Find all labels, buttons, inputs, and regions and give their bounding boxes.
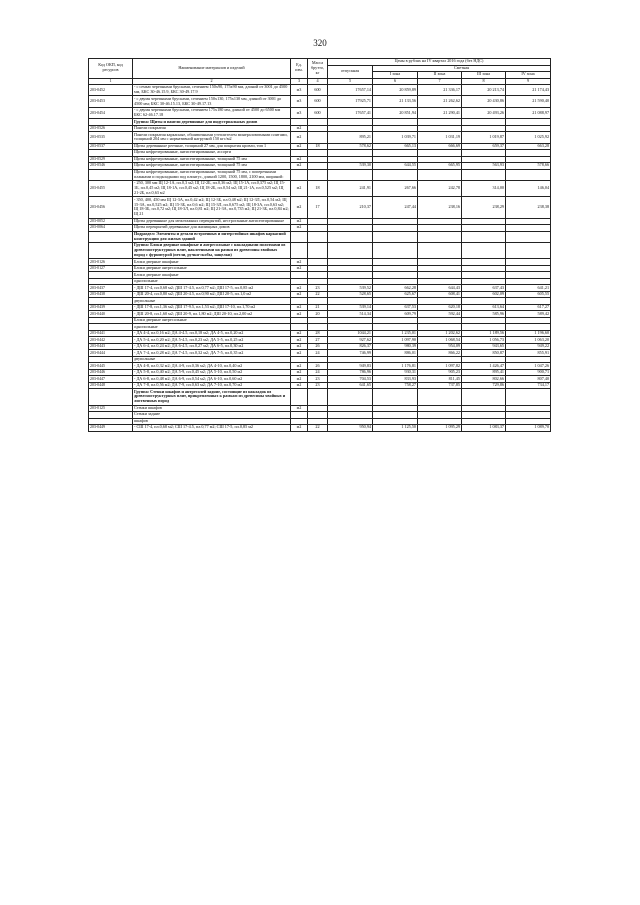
table-cell-name: - ДШ 17-4, пл.0,68 м2; ДШ 17-4.5, пл.0,77 м2; ДШ 17-5, пл.0,85 м2 bbox=[133, 285, 291, 292]
table-cell-unit: м2 bbox=[291, 369, 308, 376]
table-cell-mass: 24 bbox=[308, 369, 328, 376]
table-cell-zone-3-price: 585,96 bbox=[462, 311, 506, 318]
header-zone-2: II зона bbox=[418, 72, 462, 79]
column-number: 4 bbox=[308, 78, 328, 85]
table-cell-zone-1-price: 625,67 bbox=[373, 291, 418, 298]
table-cell-name: - с семью черепными брусками, сечением 150х90, 175х90 мм, длиной от 3001 до 4500 мм, БКС 30-46.15.9, БКС 30-49.17.9 bbox=[133, 85, 291, 96]
table-cell-code: 203-0454 bbox=[89, 107, 133, 118]
table-cell-zone-1-price bbox=[373, 169, 418, 180]
table-cell-mass: 28 bbox=[308, 330, 328, 337]
table-cell-unit: м2 bbox=[291, 143, 308, 150]
table-cell-mass: 26 bbox=[308, 343, 328, 350]
table-cell-mass bbox=[308, 132, 328, 143]
table-cell-zone-4-price: 146,04 bbox=[506, 181, 551, 197]
table-cell-name: двупольные bbox=[133, 356, 291, 363]
table-cell-zone-1-price: 980,39 bbox=[373, 343, 418, 350]
table-cell-unit: м2 bbox=[291, 363, 308, 370]
table-row bbox=[89, 197, 551, 218]
table-cell-zone-1-price: 665,13 bbox=[373, 143, 418, 150]
table-cell-code: 203-0529 bbox=[89, 156, 133, 163]
table-cell-mass bbox=[308, 242, 328, 258]
table-cell-code: 203-0442 bbox=[89, 337, 133, 344]
table-cell-zone-2-price: 21 336,17 bbox=[418, 85, 462, 96]
table-cell-release-price bbox=[328, 389, 373, 405]
header-code: Код ОКП, код ресурсов bbox=[89, 59, 133, 79]
table-cell-zone-1-price bbox=[373, 242, 418, 258]
table-cell-zone-4-price: 1 025,92 bbox=[506, 132, 551, 143]
table-cell-unit: м2 bbox=[291, 156, 308, 163]
table-cell-unit: м2 bbox=[291, 125, 308, 132]
table-cell-name: шкафов bbox=[133, 418, 291, 425]
table-cell-release-price: 539,52 bbox=[328, 285, 373, 292]
table-cell-zone-2-price: 21 262,62 bbox=[418, 96, 462, 107]
table-cell-zone-2-price: 737,85 bbox=[418, 382, 462, 389]
column-number: 3 bbox=[291, 78, 308, 85]
table-cell-name: Щиты нефрезерованные, антисептированные, толщиной 75 мм bbox=[133, 163, 291, 170]
table-cell-unit: м2 bbox=[291, 343, 308, 350]
header-mass: Масса брутто, кг bbox=[308, 59, 328, 79]
table-cell-name: Щиты деревянные реечные, толщиной 27 мм, для покрытия кровли, тип 1 bbox=[133, 143, 291, 150]
page-number: 320 bbox=[313, 38, 327, 48]
column-number: 5 bbox=[328, 78, 373, 85]
table-cell-code: 203-0535 bbox=[89, 132, 133, 143]
table-cell-name: - ДШ 20-4, пл.0,80 м2; ДШ 20-4.5, пл.0,90 м2; ДШ 20-5, пл.1,0 м2 bbox=[133, 291, 291, 298]
table-cell-name: - ДШ 17-8, пл.1,36 м2; ДШ 17-9.5, пл.1,53 м2; ДШ 17-10, пл.1,70 м2 bbox=[133, 304, 291, 311]
table-cell-name: - ДА 6-4, пл.0,24 м2; ДА 6-4.5, пл.0,27 м2; ДА 6-5, пл.0,30 м2 bbox=[133, 343, 291, 350]
table-cell-zone-1-price: 644,55 bbox=[373, 163, 418, 170]
table-cell-unit: м2 bbox=[291, 376, 308, 383]
table-cell-zone-1-price: 267,66 bbox=[373, 181, 418, 197]
table-cell-release-price: 539,30 bbox=[328, 163, 373, 170]
table-cell-zone-4-price: 605,55 bbox=[506, 291, 551, 298]
table-cell-zone-2-price: 666,69 bbox=[418, 143, 462, 150]
table-cell-release-price: 949,83 bbox=[328, 363, 373, 370]
table-cell-unit bbox=[291, 389, 308, 405]
table-cell-zone-3-price: 802,66 bbox=[462, 376, 506, 383]
table-row bbox=[89, 107, 551, 118]
table-cell-code: 203-0439 bbox=[89, 304, 133, 311]
table-cell-zone-1-price: 609,79 bbox=[373, 311, 418, 318]
table-cell-zone-4-price: 238,38 bbox=[506, 197, 551, 218]
table-cell-code: 203-0445 bbox=[89, 363, 133, 370]
table-cell-mass: 17 bbox=[308, 197, 328, 218]
table-cell-zone-4-price: 900,71 bbox=[506, 369, 551, 376]
table-cell-zone-4-price: 21 174,43 bbox=[506, 85, 551, 96]
table-cell-zone-2-price: 866,22 bbox=[418, 350, 462, 357]
table-cell-code bbox=[89, 389, 133, 405]
table-cell-unit: м2 bbox=[291, 259, 308, 266]
table-cell-name: - ДА 4-8, пл.0,32 м2; ДА 4-9, пл.0,36 м2; ДА 4-10, пл.0,40 м2 bbox=[133, 363, 291, 370]
table-cell-zone-2-price bbox=[418, 389, 462, 405]
table-cell-code: 203-0546 bbox=[89, 163, 133, 170]
table-cell-zone-1-price: 247,44 bbox=[373, 197, 418, 218]
table-cell-zone-3-price: 1 056,73 bbox=[462, 337, 506, 344]
table-cell-zone-4-price: 734,17 bbox=[506, 382, 551, 389]
table-cell-unit bbox=[291, 242, 308, 258]
table-cell-code: 203-0443 bbox=[89, 343, 133, 350]
table-cell-mass: 23 bbox=[308, 376, 328, 383]
table-cell-name: Группа: Стенки шкафов и антресолей задние, состоящие из накладок из древесноструктурных плит, прикрепленных к рамкам из древесины хвойных и лиственных пород bbox=[133, 389, 291, 405]
table-cell-name: Подраздел: Элементы и детали встроенных и интерстойных шкафов каркасной конструкции для жилых зданий bbox=[133, 231, 291, 242]
table-row bbox=[89, 169, 551, 180]
table-cell-name: - СШ 17-4, пл.0,68 м2; СШ 17-4.5, пл.0,77 м2; СШ 17-5, пл.0,85 м2 bbox=[133, 425, 291, 432]
table-cell-name: Щиты деревянные для межэтажных перекрытий, нестроганные антисептированные bbox=[133, 218, 291, 225]
table-cell-code: 203-0064 bbox=[89, 225, 133, 232]
header-zone-1: I зона bbox=[373, 72, 418, 79]
table-cell-mass: 23 bbox=[308, 285, 328, 292]
header-unit: Ед. изм. bbox=[291, 59, 308, 79]
table-cell-release-price: 539,14 bbox=[328, 304, 373, 311]
table-row bbox=[89, 181, 551, 197]
table-cell-unit: м2 bbox=[291, 304, 308, 311]
table-cell-unit: м2 bbox=[291, 285, 308, 292]
table-cell-zone-1-price: 662,28 bbox=[373, 285, 418, 292]
table-cell-name: Щиты нефрезерованные, антисептированные, толщиной 75 мм bbox=[133, 156, 291, 163]
table-cell-zone-1-price: 20 851,94 bbox=[373, 107, 418, 118]
table-cell-zone-1-price: 758,27 bbox=[373, 382, 418, 389]
table-cell-zone-1-price: 833,93 bbox=[373, 376, 418, 383]
table-cell-unit: м2 bbox=[291, 291, 308, 298]
table-cell-zone-4-price: 1 089,70 bbox=[506, 425, 551, 432]
group-heading-row bbox=[89, 389, 551, 405]
table-cell-release-price: 210,37 bbox=[328, 197, 373, 218]
group-heading-row bbox=[89, 242, 551, 258]
table-cell-zone-1-price: 1 176,81 bbox=[373, 363, 418, 370]
table-cell-mass: 21 bbox=[308, 304, 328, 311]
table-cell-mass: 18 bbox=[308, 181, 328, 197]
table-cell-mass: 26 bbox=[308, 363, 328, 370]
header-estimate: Сметная bbox=[373, 65, 551, 72]
table-cell-zone-2-price: 1 097,82 bbox=[418, 363, 462, 370]
table-cell-mass bbox=[308, 231, 328, 242]
table-cell-zone-4-price bbox=[506, 169, 551, 180]
table-cell-unit: м2 bbox=[291, 425, 308, 432]
table-cell-unit: м2 bbox=[291, 330, 308, 337]
table-cell-name: Щиты перекрытий деревянные для жилищных домов bbox=[133, 225, 291, 232]
table-cell-zone-1-price: 1 097,90 bbox=[373, 337, 418, 344]
table-cell-code bbox=[89, 231, 133, 242]
table-cell-zone-3-price: 563,93 bbox=[462, 163, 506, 170]
table-cell-zone-3-price bbox=[462, 169, 506, 180]
table-cell-code: 203-0446 bbox=[89, 369, 133, 376]
table-cell-release-price: 578,62 bbox=[328, 143, 373, 150]
table-cell-zone-3-price: 613,64 bbox=[462, 304, 506, 311]
table-cell-code: 203-0526 bbox=[89, 125, 133, 132]
header-release: отпускная bbox=[328, 65, 373, 78]
table-cell-unit bbox=[291, 169, 308, 180]
table-cell-name: - ДА 7-4, пл.0,28 м2; ДА 7-4.5, пл.0,32 м2; ДА 7-5, пл.0,35 м2 bbox=[133, 350, 291, 357]
table-cell-code: 203-0449 bbox=[89, 425, 133, 432]
table-cell-zone-2-price: 954,09 bbox=[418, 343, 462, 350]
table-cell-unit: м2 bbox=[291, 181, 308, 197]
table-body bbox=[89, 85, 551, 432]
table-cell-zone-2-price: 811,45 bbox=[418, 376, 462, 383]
table-cell-zone-4-price: 617,27 bbox=[506, 304, 551, 311]
table-cell-release-price: 895,21 bbox=[328, 132, 373, 143]
table-cell-zone-4-price: 641,21 bbox=[506, 285, 551, 292]
table-cell-release-price: 17925,71 bbox=[328, 96, 373, 107]
table-cell-name: Группа: Щиты и панели деревянные для индустриальных домов bbox=[133, 119, 291, 126]
table-cell-zone-4-price: 1 063,20 bbox=[506, 337, 551, 344]
table-cell-name: - ДА 6-8, пл.0,48 м2; ДА 6-9, пл.0,54 м2; ДА 6-10, пл.0,60 м2 bbox=[133, 376, 291, 383]
table-cell-name: Блоки дверные антресольные bbox=[133, 317, 291, 324]
table-cell-unit: м2 bbox=[291, 197, 308, 218]
table-cell-name: Блоки дверные шкафные bbox=[133, 272, 291, 279]
table-cell-name: однопольные bbox=[133, 278, 291, 285]
column-number: 6 bbox=[373, 78, 418, 85]
table-cell-zone-2-price: 665,95 bbox=[418, 163, 462, 170]
table-cell-zone-3-price: 20 213,74 bbox=[462, 85, 506, 96]
table-cell-release-price: 528,65 bbox=[328, 291, 373, 298]
table-cell-zone-4-price: 949,22 bbox=[506, 343, 551, 350]
table-cell-mass bbox=[308, 389, 328, 405]
table-cell-unit: м3 bbox=[291, 96, 308, 107]
table-cell-release-price: 826,37 bbox=[328, 343, 373, 350]
table-cell-zone-3-price: 943,65 bbox=[462, 343, 506, 350]
table-cell-zone-3-price: 602,09 bbox=[462, 291, 506, 298]
table-cell-zone-2-price: 1 202,62 bbox=[418, 330, 462, 337]
table-cell-zone-4-price: 578,66 bbox=[506, 163, 551, 170]
table-cell-release-price: 746,99 bbox=[328, 350, 373, 357]
table-cell-zone-4-price bbox=[506, 389, 551, 405]
table-cell-name: Панели покрытия каркасные, обшивочными утеплителем минераловатными плитами, толщиной 204 мм с нормативной нагрузкой 150 кгс/м2 bbox=[133, 132, 291, 143]
group-heading-row bbox=[89, 231, 551, 242]
table-cell-name: - ДА 5-4, пл.0,20 м2; ДА 5-4.5, пл.0,23 м2; ДА 5-5, пл.0,25 м2 bbox=[133, 337, 291, 344]
table-cell-zone-4-price bbox=[506, 242, 551, 258]
table-cell-release-price bbox=[328, 169, 373, 180]
table-cell-code: 203-0437 bbox=[89, 285, 133, 292]
table-cell-code: 203-0125 bbox=[89, 405, 133, 412]
table-cell-zone-3-price: 20 430,86 bbox=[462, 96, 506, 107]
table-cell-zone-1-price: 637,53 bbox=[373, 304, 418, 311]
table-cell-zone-1-price bbox=[373, 231, 418, 242]
table-cell-name: двупольные bbox=[133, 298, 291, 305]
table-cell-name: Стенки шкафов bbox=[133, 405, 291, 412]
table-cell-name: - 250, 300 мм Щ 12-1А, пл.0,3 м2; Щ 12-2Б, пл.0,36 м2; Щ 15-1А, пл.0,375 м2; Щ 15-1Б, пл.0,45 м2; Щ 18-1А, пл.0,45 м2; Щ 18-2Б, пл.0,54 м2; Щ 21-1А, пл.0,525 м2; Щ 21-2Б, пл.0,63 м2 bbox=[133, 181, 291, 197]
table-cell-zone-1-price: 886,01 bbox=[373, 350, 418, 357]
table-cell-zone-2-price: 1 068,54 bbox=[418, 337, 462, 344]
table-cell-zone-4-price bbox=[506, 231, 551, 242]
table-cell-zone-2-price: 242,78 bbox=[418, 181, 462, 197]
table-cell-mass: 22 bbox=[308, 425, 328, 432]
table-cell-code: 203-0444 bbox=[89, 350, 133, 357]
table-cell-zone-2-price: 620,18 bbox=[418, 304, 462, 311]
table-cell-code: 203-0453 bbox=[89, 96, 133, 107]
table-cell-zone-4-price: 1 196,60 bbox=[506, 330, 551, 337]
table-cell-zone-2-price: 21 290,41 bbox=[418, 107, 462, 118]
table-cell-release-price: 786,96 bbox=[328, 369, 373, 376]
table-cell-mass bbox=[308, 169, 328, 180]
table-cell-zone-2-price bbox=[418, 231, 462, 242]
table-cell-zone-4-price: 663,28 bbox=[506, 143, 551, 150]
table-cell-zone-2-price: 608,41 bbox=[418, 291, 462, 298]
table-cell-name: Блоки дверные антресольные bbox=[133, 265, 291, 272]
table-cell-zone-3-price: 1 189,56 bbox=[462, 330, 506, 337]
table-cell-code: 203-0447 bbox=[89, 376, 133, 383]
column-number: 7 bbox=[418, 78, 462, 85]
table-cell-name: - ДА 4-4, пл.0,16 м2; ДА 4-4.5, пл.0,18 м2; ДА 4-5, пл.0,20 м2 bbox=[133, 330, 291, 337]
table-cell-code: 203-0438 bbox=[89, 291, 133, 298]
table-cell-zone-3-price: 238,29 bbox=[462, 197, 506, 218]
table-cell-zone-4-price: 21 088,97 bbox=[506, 107, 551, 118]
table-cell-name: - с двумя черепными брусками, сечением 175х180 мм, длиной от 4500 до 6500 мм БКС 62-46.17.18 bbox=[133, 107, 291, 118]
column-number: 8 bbox=[462, 78, 506, 85]
table-cell-name: Щиты нефрезерованные, антисептированные, толщиной 75 мм, с поперечными планками и подкладками под плинтус, длиной 1200, 1500, 1800, 2100 мм, шириной: bbox=[133, 169, 291, 180]
table-cell-mass: 23 bbox=[308, 382, 328, 389]
table-cell-mass: 27 bbox=[308, 337, 328, 344]
table-cell-zone-3-price: 659,37 bbox=[462, 143, 506, 150]
table-cell-zone-2-price: 1 095,29 bbox=[418, 425, 462, 432]
table-cell-release-price bbox=[328, 231, 373, 242]
table-cell-code: 203-0537 bbox=[89, 143, 133, 150]
table-cell-zone-2-price: 644,43 bbox=[418, 285, 462, 292]
table-cell-zone-3-price: 1 426,47 bbox=[462, 363, 506, 370]
table-cell-code: 203-0455 bbox=[89, 181, 133, 197]
table-cell-unit: м2 bbox=[291, 265, 308, 272]
price-table bbox=[88, 58, 551, 432]
table-cell-zone-3-price bbox=[462, 231, 506, 242]
table-cell-name: - ДА 7-8, пл.0,56 м2; ДА 7-9, пл.0,63 м2; ДА 7-10, пл.0,70 м2 bbox=[133, 382, 291, 389]
table-cell-mass: 22 bbox=[308, 291, 328, 298]
table-cell-zone-1-price: 1 039,71 bbox=[373, 132, 418, 143]
table-cell-release-price bbox=[328, 242, 373, 258]
table-cell-unit: м3 bbox=[291, 85, 308, 96]
table-cell-name: однопольные bbox=[133, 324, 291, 331]
table-cell-release-price: 927,62 bbox=[328, 337, 373, 344]
table-row bbox=[89, 425, 551, 432]
table-cell-zone-1-price: 20 859,89 bbox=[373, 85, 418, 96]
table-cell-mass: 600 bbox=[308, 96, 328, 107]
table-cell-code: 203-0127 bbox=[89, 265, 133, 272]
table-cell-code: 203-0126 bbox=[89, 259, 133, 266]
table-cell-name: Стенки задние bbox=[133, 412, 291, 419]
table-cell-unit: м2 bbox=[291, 132, 308, 143]
table-cell-name: - ДА 5-8, пл.0,40 м2; ДА 5-9, пл.0,45 м2; ДА 5-10, пл.0,50 м2 bbox=[133, 369, 291, 376]
table-cell-code bbox=[89, 242, 133, 258]
table-cell-zone-3-price: 314,00 bbox=[462, 181, 506, 197]
table-cell-unit bbox=[291, 231, 308, 242]
table-cell-release-price: 704,53 bbox=[328, 376, 373, 383]
table-cell-unit: м2 bbox=[291, 382, 308, 389]
table-cell-zone-3-price bbox=[462, 389, 506, 405]
header-zone-4: IV зона bbox=[506, 72, 551, 79]
table-cell-name: Группа: Блоки дверные шкафные и антресольные с накладными полотнами из древесноструктурных плит, наклеенными на рамки из древесины хвойных пород с фурнитурой (петли, ручки-скобы, защелки) bbox=[133, 242, 291, 258]
table-row bbox=[89, 96, 551, 107]
table-cell-unit: м2 bbox=[291, 405, 308, 412]
table-cell-zone-4-price: 855,91 bbox=[506, 350, 551, 357]
header-prices: Цены в рублях на IV квартал 2016 года (без НДС) bbox=[328, 59, 551, 66]
table-cell-zone-1-price: 930,31 bbox=[373, 369, 418, 376]
table-cell-zone-2-price bbox=[418, 242, 462, 258]
table-cell-unit: м2 bbox=[291, 163, 308, 170]
table-cell-unit: м3 bbox=[291, 107, 308, 118]
column-number: 2 bbox=[133, 78, 291, 85]
table-cell-zone-2-price bbox=[418, 169, 462, 180]
table-cell-release-price: 17657,41 bbox=[328, 107, 373, 118]
table-cell-code: 203-0441 bbox=[89, 330, 133, 337]
table-cell-code: 203-0452 bbox=[89, 85, 133, 96]
table-cell-zone-1-price: 1 125,50 bbox=[373, 425, 418, 432]
table-cell-mass: 600 bbox=[308, 107, 328, 118]
table-cell-unit: м2 bbox=[291, 337, 308, 344]
table-cell-zone-4-price: 21 590,40 bbox=[506, 96, 551, 107]
table-cell-release-price: 514,34 bbox=[328, 311, 373, 318]
table-cell-zone-3-price: 1 083,37 bbox=[462, 425, 506, 432]
table-cell-mass: 600 bbox=[308, 85, 328, 96]
table-cell-release-price: 950,94 bbox=[328, 425, 373, 432]
table-cell-zone-2-price: 905,23 bbox=[418, 369, 462, 376]
table-cell-zone-3-price: 729,86 bbox=[462, 382, 506, 389]
table-cell-mass: 20 bbox=[308, 311, 328, 318]
table-cell-code: 203-0052 bbox=[89, 218, 133, 225]
table-cell-zone-2-price: 238,16 bbox=[418, 197, 462, 218]
table-cell-zone-1-price: 1 235,01 bbox=[373, 330, 418, 337]
column-number: 9 bbox=[506, 78, 551, 85]
table-cell-name: Блоки дверные шкафные bbox=[133, 259, 291, 266]
table-cell-name: - ДШ 20-8, пл.1,60 м2; ДШ 20-9, пл.1,80 м2; ДШ 20-10, пл.2,00 м2 bbox=[133, 311, 291, 318]
table-cell-zone-2-price: 592,44 bbox=[418, 311, 462, 318]
table-cell-zone-1-price bbox=[373, 389, 418, 405]
table-cell-release-price: 241,91 bbox=[328, 181, 373, 197]
table-cell-zone-1-price: 21 133,56 bbox=[373, 96, 418, 107]
table-cell-code: 203-0448 bbox=[89, 382, 133, 389]
table-row bbox=[89, 132, 551, 143]
table-cell-unit: м2 bbox=[291, 218, 308, 225]
header-zone-3: III зона bbox=[462, 72, 506, 79]
table-cell-release-price: 17657,14 bbox=[328, 85, 373, 96]
table-cell-unit: м2 bbox=[291, 225, 308, 232]
table-cell-zone-3-price: 637,43 bbox=[462, 285, 506, 292]
column-number: 1 bbox=[89, 78, 133, 85]
table-cell-zone-3-price: 850,87 bbox=[462, 350, 506, 357]
table-cell-zone-4-price: 807,40 bbox=[506, 376, 551, 383]
table-cell-code: 203-0456 bbox=[89, 197, 133, 218]
table-cell-zone-3-price bbox=[462, 242, 506, 258]
table-cell-code bbox=[89, 169, 133, 180]
table-cell-release-price: 1044,21 bbox=[328, 330, 373, 337]
table-cell-zone-3-price: 1 019,87 bbox=[462, 132, 506, 143]
table-cell-zone-2-price: 1 031,19 bbox=[418, 132, 462, 143]
table-cell-zone-3-price: 895,41 bbox=[462, 369, 506, 376]
table-cell-zone-4-price: 589,42 bbox=[506, 311, 551, 318]
table-cell-code: 203-0440 bbox=[89, 311, 133, 318]
table-cell-unit: м2 bbox=[291, 350, 308, 357]
table-cell-mass: 24 bbox=[308, 350, 328, 357]
table-cell-name: Панели покрытия bbox=[133, 125, 291, 132]
table-cell-mass: 18 bbox=[308, 143, 328, 150]
table-cell-release-price: 641,65 bbox=[328, 382, 373, 389]
header-name: Наименование материалов и изделий bbox=[133, 59, 291, 79]
table-cell-name: Щиты нефрезерованные, антисептированные, ассорти bbox=[133, 150, 291, 157]
table-cell-unit: м2 bbox=[291, 311, 308, 318]
table-cell-zone-4-price: 1 047,26 bbox=[506, 363, 551, 370]
table-cell-zone-3-price: 20 493,26 bbox=[462, 107, 506, 118]
table-cell-name: - с двумя черепными брусками, сечением 150х130, 175х130 мм, длиной от 3001 до 4500 мм; БКС 30-46.15.13, БКС 30-49.17.13 bbox=[133, 96, 291, 107]
table-cell-name: - 350, 400, 450 мм Щ 12-3А, пл.0,42 м2; Щ 12-3Б, пл.0,48 м2; Щ 12-3Л, пл.0,54 м2; Щ 15-3А, пл.0,525 м2; Щ 15-3Б, пл.0,6 м2; Щ 15-3Л, пл.0,675 м2; Щ 18-3А, пл.0,63 м2; Щ 18-3Б, пл.0,72 м2; Щ 18-3Л, пл.0,81 м2; Щ 21-3А, пл.0,735 м2; Щ 21-3Б, пл.0,84 м2; Щ 21 bbox=[134, 196, 289, 217]
table-row bbox=[89, 85, 551, 96]
